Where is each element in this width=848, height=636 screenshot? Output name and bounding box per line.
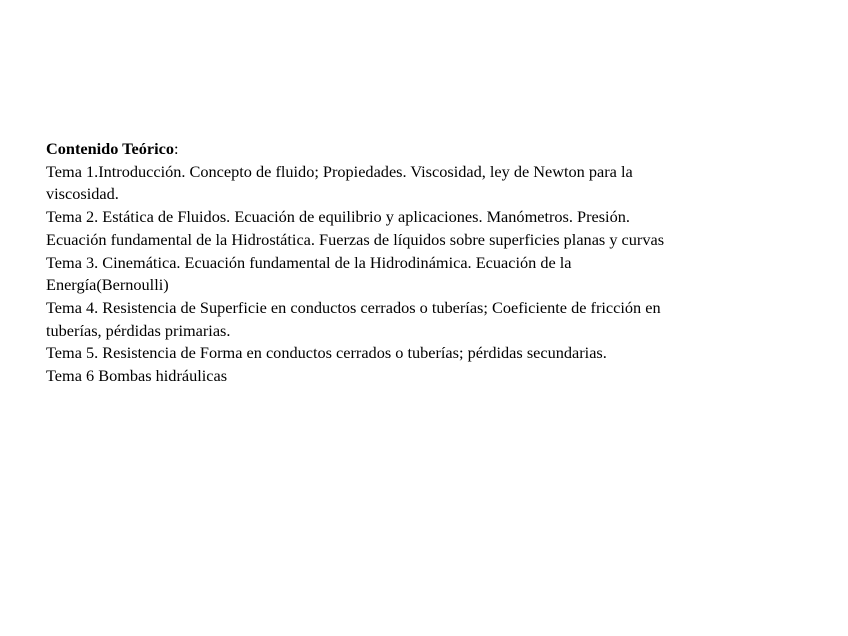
- section-heading-colon: :: [174, 139, 179, 158]
- document-body: [46, 138, 826, 388]
- tema-5-line-1: Tema 5. Resistencia de Forma en conductos cerrados o tuberías; pérdidas secundarias.: [46, 343, 607, 363]
- tema-1: [46, 161, 826, 206]
- tema-2: [46, 206, 826, 251]
- tema-4: [46, 297, 826, 342]
- tema-1-line-1: Tema 1.Introducción. Concepto de fluido; Propiedades. Viscosidad, ley de Newton para la: [46, 161, 633, 181]
- tema-5: [46, 342, 826, 365]
- tema-6-line-1: Tema 6 Bombas hidráulicas: [46, 366, 228, 386]
- section-heading-title: Contenido Teórico: [46, 139, 174, 158]
- tema-4-line-2: tuberías, pérdidas primarias.: [46, 320, 231, 340]
- tema-2-line-1: Tema 2. Estática de Fluidos. Ecuación de equilibrio y aplicaciones. Manómetros. Presión.: [46, 207, 630, 227]
- tema-4-line-1: Tema 4. Resistencia de Superficie en conductos cerrados o tuberías; Coeficiente de fricción en: [46, 297, 661, 317]
- section-heading: [46, 138, 826, 161]
- tema-3-line-2: Energía(Bernoulli): [46, 275, 169, 295]
- tema-3-line-1: Tema 3. Cinemática. Ecuación fundamental de la Hidrodinámica. Ecuación de la: [46, 252, 572, 272]
- tema-2-line-2: Ecuación fundamental de la Hidrostática. Fuerzas de líquidos sobre superficies planas y curvas: [46, 229, 665, 249]
- tema-6: [46, 365, 826, 388]
- tema-1-line-2: viscosidad.: [46, 184, 119, 204]
- tema-3: [46, 252, 826, 297]
